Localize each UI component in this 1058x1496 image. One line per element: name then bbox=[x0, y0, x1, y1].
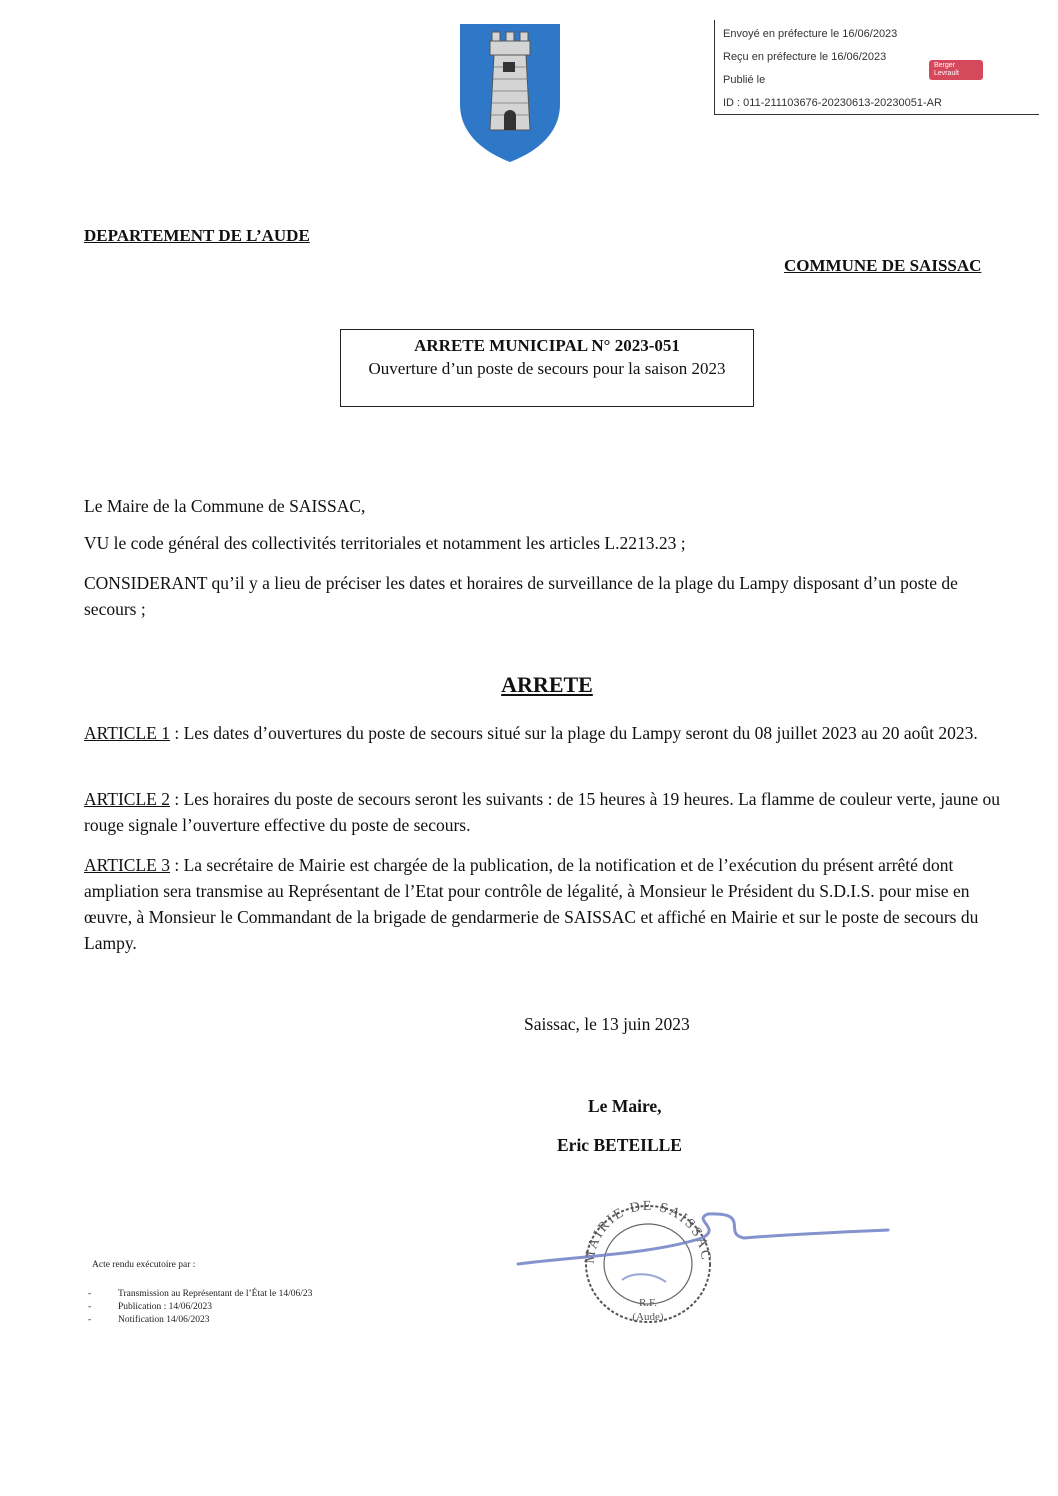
executory-notice bbox=[92, 1260, 313, 1325]
executory-title: Acte rendu exécutoire par : bbox=[92, 1260, 196, 1270]
signatory-name: Eric BETEILLE bbox=[557, 1135, 682, 1155]
received-date: Reçu en préfecture le 16/06/2023 bbox=[723, 51, 887, 63]
seal-bottom-text: (Aude) bbox=[632, 1311, 664, 1323]
article-2 bbox=[84, 786, 1004, 838]
executory-list bbox=[118, 1288, 312, 1327]
decision-heading: ARRETE bbox=[501, 672, 593, 697]
article-2-label: ARTICLE 2 bbox=[84, 789, 170, 809]
article-2-text: : Les horaires du poste de secours seront les suivants : de 15 heures à 19 heures. La flamme de couleur verte, jaune ou rouge signale l’ouverture effective du poste de secours. bbox=[84, 789, 1000, 835]
signatory-role: Le Maire, bbox=[588, 1096, 662, 1116]
article-1 bbox=[84, 720, 984, 746]
coat-of-arms-icon bbox=[458, 22, 562, 164]
article-1-text: : Les dates d’ouvertures du poste de secours situé sur la plage du Lampy seront du 08 juillet 2023 au 20 août 2023. bbox=[169, 723, 978, 743]
commune-header: COMMUNE DE SAISSAC bbox=[784, 256, 982, 275]
article-3 bbox=[84, 852, 1004, 956]
preamble-mayor: Le Maire de la Commune de SAISSAC, bbox=[84, 496, 366, 516]
executory-item: - Transmission au Représentant de l’État le 14/06/23 bbox=[118, 1288, 312, 1301]
place-date: Saissac, le 13 juin 2023 bbox=[524, 1014, 690, 1034]
article-3-text: : La secrétaire de Mairie est chargée de la publication, de la notification et de l’exécution du présent arrêté dont ampliation sera transmise au Représentant de l’Etat pour contrôle de légalité, à Monsieur le Président du S.D.I.S. pour mise en œuvre, à Monsieur le Commandant de la brigade de gendarmerie de SAISSAC et affiché en Mairie et sur le poste de secours du Lampy. bbox=[84, 855, 979, 953]
decree-title-box bbox=[340, 329, 754, 407]
sent-date: Envoyé en préfecture le 16/06/2023 bbox=[723, 28, 898, 40]
prefecture-stamp bbox=[714, 20, 1039, 115]
preamble-vu: VU le code général des collectivités territoriales et notamment les articles L.2213.23 ; bbox=[84, 533, 686, 553]
berger-levrault-badge: Berger Levrault bbox=[929, 60, 983, 80]
executory-item: - Notification 14/06/2023 bbox=[118, 1314, 312, 1327]
published-date: Publié le bbox=[723, 74, 766, 86]
mairie-seal-icon bbox=[512, 1194, 892, 1330]
article-1-label: ARTICLE 1 bbox=[84, 723, 170, 743]
decree-number: ARRETE MUNICIPAL N° 2023-051 bbox=[414, 336, 680, 355]
seal-top-text: MAIRIE DE SAISSAC bbox=[582, 1199, 714, 1265]
decree-subject: Ouverture d’un poste de secours pour la saison 2023 bbox=[368, 359, 726, 378]
department-header: DEPARTEMENT DE L’AUDE bbox=[84, 226, 310, 245]
article-3-label: ARTICLE 3 bbox=[84, 855, 170, 875]
act-id: ID : 011-211103676-20230613-20230051-AR bbox=[723, 97, 942, 109]
preamble-considerant: CONSIDERANT qu’il y a lieu de préciser les dates et horaires de surveillance de la plage du Lampy disposant d’un poste de secours ; bbox=[84, 573, 958, 619]
seal-center-text: R.F. bbox=[638, 1297, 658, 1309]
executory-item: - Publication : 14/06/2023 bbox=[118, 1301, 312, 1314]
